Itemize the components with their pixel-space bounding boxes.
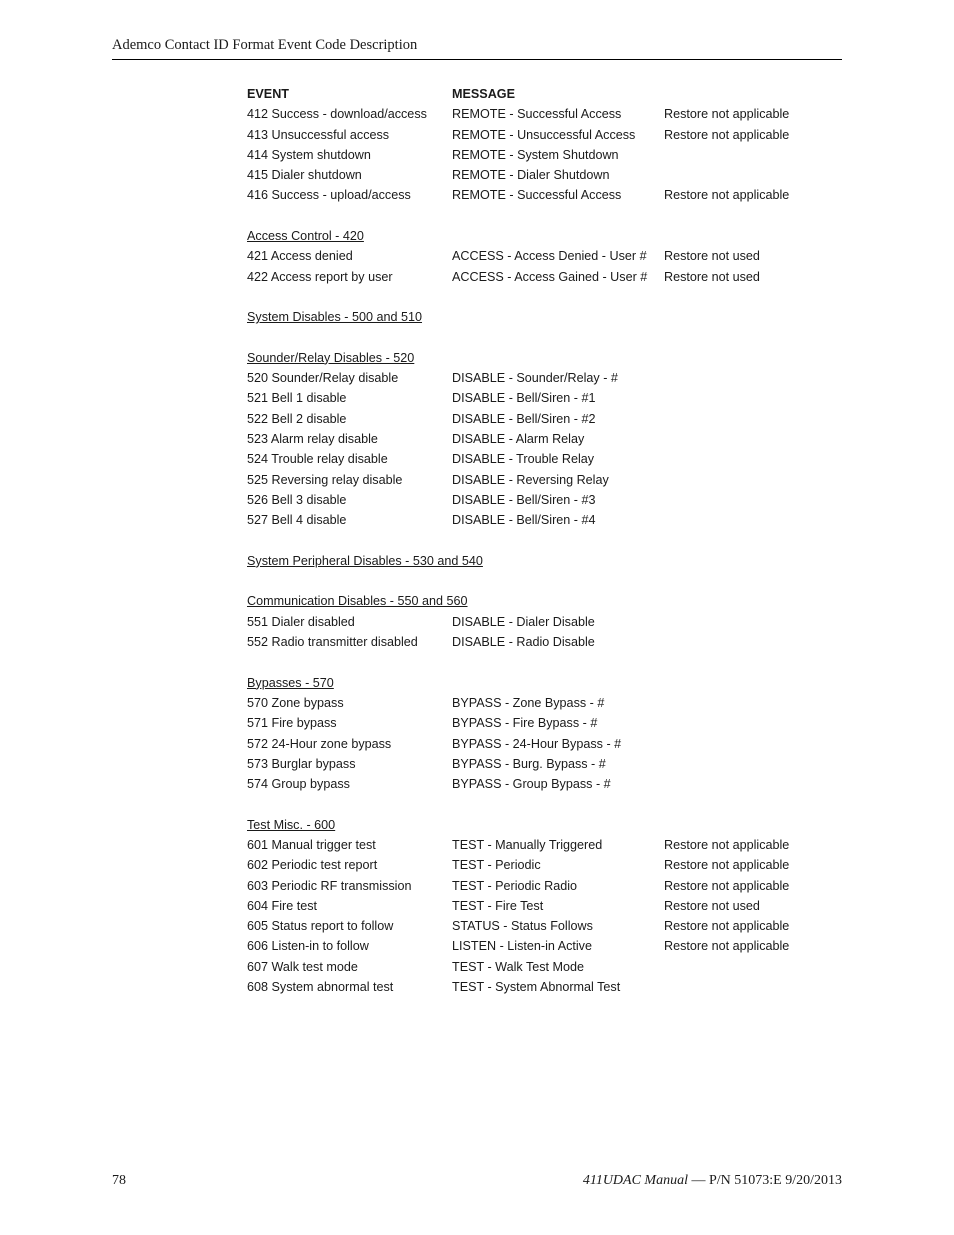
- restore-cell: Restore not applicable: [664, 837, 790, 852]
- part-number: P/N 51073:E 9/20/2013: [708, 1173, 842, 1188]
- message-cell: ACCESS - Access Denied - User #: [452, 249, 647, 264]
- message-cell: TEST - System Abnormal Test: [452, 980, 621, 995]
- blank-spacer-row: [247, 206, 847, 226]
- message-cell: BYPASS - 24-Hour Bypass - #: [452, 736, 622, 751]
- table-row: [247, 977, 847, 997]
- event-cell: 412 Success - download/access: [247, 107, 427, 122]
- section-title: Bypasses - 570: [247, 675, 334, 690]
- event-cell: 523 Alarm relay disable: [247, 432, 378, 447]
- event-cell: 603 Periodic RF transmission: [247, 878, 412, 893]
- table-row: [247, 916, 847, 936]
- blank-spacer-row: [247, 652, 847, 672]
- table-row: [247, 449, 847, 469]
- table-header-row: [247, 84, 847, 104]
- event-cell: 524 Trouble relay disable: [247, 452, 388, 467]
- table-row: [247, 957, 847, 977]
- restore-cell: Restore not used: [664, 269, 760, 284]
- blank-spacer-row: [247, 531, 847, 551]
- event-code-table: [247, 84, 847, 997]
- event-cell: 416 Success - upload/access: [247, 188, 411, 203]
- event-cell: 520 Sounder/Relay disable: [247, 371, 399, 386]
- event-cell: 571 Fire bypass: [247, 716, 337, 731]
- section-title: Sounder/Relay Disables - 520: [247, 350, 415, 365]
- event-cell: 551 Dialer disabled: [247, 614, 355, 629]
- event-cell: 604 Fire test: [247, 898, 317, 913]
- message-cell: DISABLE - Bell/Siren - #3: [452, 492, 596, 507]
- section-heading-row: [247, 591, 847, 611]
- restore-cell: Restore not applicable: [664, 858, 790, 873]
- table-row: [247, 368, 847, 388]
- section-title: System Peripheral Disables - 530 and 540: [247, 553, 483, 568]
- event-cell: 572 24-Hour zone bypass: [247, 736, 392, 751]
- message-cell: DISABLE - Sounder/Relay - #: [452, 371, 618, 386]
- blank-spacer-row: [247, 328, 847, 348]
- event-cell: 526 Bell 3 disable: [247, 492, 347, 507]
- table-row: [247, 267, 847, 287]
- event-cell: 573 Burglar bypass: [247, 756, 356, 771]
- message-cell: DISABLE - Reversing Relay: [452, 472, 609, 487]
- event-cell: 602 Periodic test report: [247, 858, 378, 873]
- table-row: [247, 835, 847, 855]
- event-cell: 608 System abnormal test: [247, 980, 394, 995]
- table-row: [247, 246, 847, 266]
- event-cell: 570 Zone bypass: [247, 695, 344, 710]
- table-row: [247, 734, 847, 754]
- message-cell: TEST - Walk Test Mode: [452, 959, 585, 974]
- table-row: [247, 876, 847, 896]
- table-row: [247, 632, 847, 652]
- table-row: [247, 470, 847, 490]
- message-cell: DISABLE - Bell/Siren - #4: [452, 513, 596, 528]
- section-title: Communication Disables - 550 and 560: [247, 594, 468, 609]
- table-row: [247, 409, 847, 429]
- table-row: [247, 510, 847, 530]
- message-cell: DISABLE - Dialer Disable: [452, 614, 595, 629]
- message-cell: STATUS - Status Follows: [452, 919, 593, 934]
- section-title: Test Misc. - 600: [247, 817, 336, 832]
- footer-manual-info: [583, 1173, 842, 1189]
- section-heading-row: [247, 307, 847, 327]
- message-cell: DISABLE - Alarm Relay: [452, 432, 585, 447]
- event-cell: 574 Group bypass: [247, 777, 350, 792]
- event-cell: 605 Status report to follow: [247, 919, 394, 934]
- message-cell: BYPASS - Zone Bypass - #: [452, 695, 605, 710]
- event-cell: 422 Access report by user: [247, 269, 393, 284]
- message-cell: TEST - Fire Test: [452, 898, 544, 913]
- message-cell: TEST - Periodic: [452, 858, 541, 873]
- table-row: [247, 125, 847, 145]
- column-header-event: EVENT: [247, 87, 289, 101]
- message-cell: DISABLE - Bell/Siren - #1: [452, 391, 596, 406]
- blank-spacer-row: [247, 794, 847, 814]
- section-heading-row: [247, 815, 847, 835]
- table-row: [247, 612, 847, 632]
- page-header-title: Ademco Contact ID Format Event Code Description: [112, 37, 418, 53]
- message-cell: DISABLE - Radio Disable: [452, 635, 595, 650]
- table-row: [247, 855, 847, 875]
- table-row: [247, 490, 847, 510]
- section-heading-row: [247, 348, 847, 368]
- column-header-message: MESSAGE: [452, 87, 515, 101]
- table-row: [247, 165, 847, 185]
- manual-title: 411UDAC Manual: [582, 1173, 688, 1188]
- restore-cell: Restore not applicable: [664, 878, 790, 893]
- section-heading-row: [247, 551, 847, 571]
- table-row: [247, 774, 847, 794]
- restore-cell: Restore not applicable: [664, 107, 790, 122]
- restore-cell: Restore not used: [664, 249, 760, 264]
- event-cell: 522 Bell 2 disable: [247, 411, 347, 426]
- message-cell: TEST - Periodic Radio: [452, 878, 578, 893]
- blank-spacer-row: [247, 571, 847, 591]
- message-cell: BYPASS - Group Bypass - #: [452, 777, 611, 792]
- message-cell: REMOTE - Successful Access: [452, 107, 622, 122]
- table-row: [247, 104, 847, 124]
- event-cell: 607 Walk test mode: [247, 959, 358, 974]
- message-cell: REMOTE - Unsuccessful Access: [452, 127, 636, 142]
- table-row: [247, 388, 847, 408]
- event-cell: 414 System shutdown: [247, 147, 371, 162]
- restore-cell: Restore not used: [664, 898, 760, 913]
- table-row: [247, 754, 847, 774]
- table-row: [247, 713, 847, 733]
- section-title: System Disables - 500 and 510: [247, 310, 423, 325]
- message-cell: ACCESS - Access Gained - User #: [452, 269, 648, 284]
- restore-cell: Restore not applicable: [664, 127, 790, 142]
- message-cell: REMOTE - System Shutdown: [452, 147, 619, 162]
- page-number: 78: [112, 1173, 126, 1188]
- blank-spacer-row: [247, 287, 847, 307]
- message-cell: BYPASS - Burg. Bypass - #: [452, 756, 606, 771]
- table-row: [247, 693, 847, 713]
- section-heading-row: [247, 226, 847, 246]
- restore-cell: Restore not applicable: [664, 188, 790, 203]
- table-row: [247, 896, 847, 916]
- header-rule: [112, 59, 842, 60]
- table-row: [247, 185, 847, 205]
- message-cell: LISTEN - Listen-in Active: [452, 939, 592, 954]
- restore-cell: Restore not applicable: [664, 939, 790, 954]
- table-row: [247, 145, 847, 165]
- message-cell: REMOTE - Successful Access: [452, 188, 622, 203]
- event-cell: 413 Unsuccessful access: [247, 127, 390, 142]
- event-cell: 606 Listen-in to follow: [247, 939, 369, 954]
- message-cell: DISABLE - Trouble Relay: [452, 452, 595, 467]
- event-cell: 421 Access denied: [247, 249, 353, 264]
- event-cell: 601 Manual trigger test: [247, 837, 376, 852]
- event-cell: 552 Radio transmitter disabled: [247, 635, 418, 650]
- message-cell: TEST - Manually Triggered: [452, 837, 603, 852]
- event-cell: 525 Reversing relay disable: [247, 472, 403, 487]
- message-cell: DISABLE - Bell/Siren - #2: [452, 411, 596, 426]
- restore-cell: Restore not applicable: [664, 919, 790, 934]
- table-row: [247, 936, 847, 956]
- footer-separator: —: [687, 1173, 709, 1188]
- section-heading-row: [247, 673, 847, 693]
- event-cell: 527 Bell 4 disable: [247, 513, 347, 528]
- event-cell: 415 Dialer shutdown: [247, 168, 362, 183]
- table-row: [247, 429, 847, 449]
- message-cell: REMOTE - Dialer Shutdown: [452, 168, 610, 183]
- message-cell: BYPASS - Fire Bypass - #: [452, 716, 598, 731]
- event-cell: 521 Bell 1 disable: [247, 391, 347, 406]
- section-title: Access Control - 420: [247, 229, 364, 244]
